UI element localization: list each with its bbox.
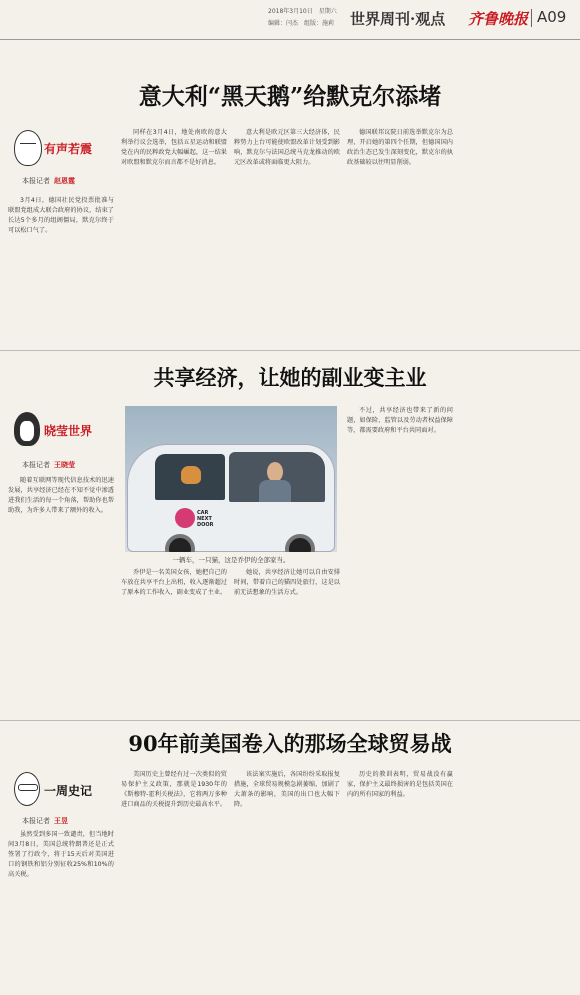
paragraph: 不过，共享经济也带来了新的问题，如保险、监管以及劳动者权益保障等，都需要政府和平台共同面对。: [347, 407, 453, 434]
paragraph: 德国联邦议院日前选举默克尔为总理，开启她的第四个任期，但德国国内政治生态已发生深刻变化，默克尔的执政基础较以往明显削弱。: [347, 129, 453, 166]
paragraph: 乔伊是一名美国女孩，她把自己的车放在共享平台上出租，收入逐渐超过了原本的工作收入，副业变成了主业。: [121, 569, 227, 596]
article-2-byline: [22, 460, 75, 470]
article-photo: [125, 406, 337, 552]
article-2-title: 共享经济，让她的副业变主业: [153, 365, 427, 390]
article-1-title: 意大利“黑天鹅”给默克尔添堵: [138, 83, 442, 110]
header-divider: [531, 9, 532, 27]
newspaper-logo: 齐鲁晚报: [468, 10, 529, 28]
paragraph: 同样在3月4日，地处南欧的意大利举行议会选举，包括五星运动和联盟党在内的民粹政党大幅崛起，这一结果对欧盟和默克尔而言都不是好消息。: [121, 129, 227, 166]
article-divider: [0, 350, 580, 351]
article-2-col-4: [347, 406, 453, 716]
byline-label: 本报记者: [22, 461, 50, 469]
article-1-col-1: [8, 196, 114, 342]
byline-name: 王晓莹: [54, 461, 75, 469]
article-1-col-2: [121, 128, 227, 342]
article-3-col-4: [347, 770, 453, 990]
article-3-byline: [22, 816, 68, 826]
caricature-icon: [14, 130, 42, 166]
article-1-byline: [22, 176, 75, 186]
article-1-col-3: [234, 128, 340, 342]
cat-icon: [181, 466, 201, 484]
paragraph: 她说，共享经济让她可以自由安排时间，带着自己的猫四处旅行，这是以前无法想象的生活方式。: [234, 569, 340, 596]
article-3-col-1: [8, 830, 114, 990]
column-name: 有声若震: [44, 142, 93, 156]
article-2-col-3: [234, 568, 340, 716]
article-3-col-3: [234, 770, 340, 990]
article-3-col-2: [121, 770, 227, 990]
paragraph: 虽然受到多国一致谴责，但当地时间3月8日，美国总统特朗普还是正式签署了行政令，将于15天后对美国进口的钢铁和铝分别征收25%和10%的高关税。: [8, 831, 114, 878]
paragraph: 历史的教训表明，贸易战没有赢家，保护主义最终损害的是包括美国在内的所有国家的利益。: [347, 771, 453, 798]
byline-name: 王昱: [54, 817, 68, 825]
paragraph: 3月4日，德国社民党投票批准与联盟党组成大联合政府的协议，结束了长达5个多月的组阁僵局，默克尔终于可以松口气了。: [8, 197, 114, 234]
article-2-col-1: [8, 476, 114, 716]
paragraph: 随着互联网等现代信息技术的迅速发展，共享经济已经在不知不觉中渗透进我们生活的每一个角落，帮助你也帮助我，为许多人带来了额外的收入。: [8, 477, 114, 514]
car-decal: [175, 508, 223, 536]
header-section: 世界周刊·观点: [350, 10, 446, 28]
person-head-icon: [267, 462, 283, 482]
person-body-icon: [259, 480, 291, 502]
header-editors: 编辑：闫杰 组版：施莉: [268, 20, 335, 27]
decal-logo-icon: [175, 508, 195, 528]
article-divider: [0, 720, 580, 721]
article-1-col-4: [347, 128, 453, 342]
column-name: 一周史记: [44, 784, 93, 798]
header-date: 2018年3月10日 星期六: [268, 8, 337, 15]
column-name: 晓莹世界: [44, 424, 93, 438]
page-header: [0, 0, 580, 40]
article-3-title: 90年前美国卷入的那场全球贸易战: [128, 731, 452, 756]
byline-label: 本报记者: [22, 817, 50, 825]
face-icon: [19, 420, 35, 442]
photo-caption: 一辆车，一只猫，这是乔伊的全部家当。: [172, 556, 290, 564]
caricature-icon: [14, 772, 40, 806]
paragraph: 美国历史上曾经有过一次类似的贸易保护主义政策，那就是1930年的《斯穆特-霍利关税法》，它将两万多种进口商品的关税提升到历史最高水平。: [121, 771, 227, 808]
page-number: A09: [537, 8, 567, 26]
byline-name: 赵恩霆: [54, 177, 75, 185]
byline-label: 本报记者: [22, 177, 50, 185]
decal-text: CAR NEXT DOOR: [197, 510, 214, 528]
paragraph: 该法案实施后，各国纷纷采取报复措施，全球贸易规模急剧萎缩，加剧了大萧条的影响，美国的出口也大幅下降。: [234, 771, 340, 808]
article-2-col-2: [121, 568, 227, 716]
paragraph: 意大利是欧元区第三大经济体，民粹势力上台可能使欧盟改革计划受到影响，默克尔与法国总统马克龙推动的欧元区改革或将面临更大阻力。: [234, 129, 340, 166]
